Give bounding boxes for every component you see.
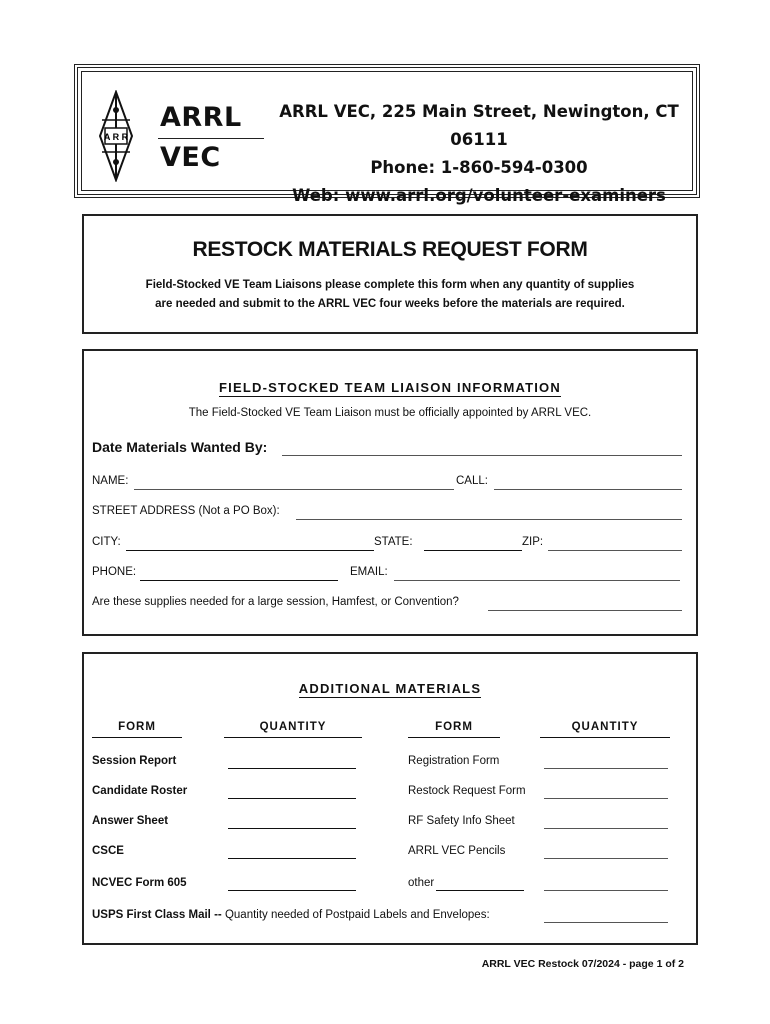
name-field[interactable] [134, 489, 454, 490]
date-wanted-label: Date Materials Wanted By: [92, 439, 268, 455]
materials-heading: ADDITIONAL MATERIALS [298, 681, 482, 696]
quantity-rf-safety-info[interactable] [544, 828, 668, 829]
city-label: CITY: [92, 536, 121, 548]
form-intro [84, 276, 696, 314]
usps-separator: -- [214, 909, 222, 921]
usps-label: USPS First Class Mail [92, 909, 211, 921]
quantity-ncvec-605[interactable] [228, 890, 356, 891]
col-form-right-rule [408, 737, 500, 738]
antenna-diamond-icon [96, 90, 136, 182]
zip-label: ZIP: [522, 536, 544, 548]
col-form-left: FORM [118, 721, 156, 733]
quantity-registration-form[interactable] [544, 768, 668, 769]
material-arrl-vec-pencils: ARRL VEC Pencils [408, 845, 506, 857]
other-description-field[interactable] [436, 890, 524, 891]
street-address-field[interactable] [296, 519, 682, 520]
email-field[interactable] [394, 580, 680, 581]
usps-description: Quantity needed of Postpaid Labels and Envelopes: [224, 909, 490, 921]
header-inner-border [81, 71, 693, 205]
material-ncvec-605: NCVEC Form 605 [92, 877, 187, 889]
large-session-label: Are these supplies needed for a large session, Hamfest, or Convention? [92, 596, 459, 608]
quantity-arrl-vec-pencils[interactable] [544, 858, 668, 859]
col-form-left-rule [92, 737, 182, 738]
header-box [74, 64, 700, 205]
col-quantity-left-rule [224, 737, 362, 738]
date-wanted-field[interactable] [282, 455, 682, 456]
state-label: STATE: [374, 536, 413, 548]
col-quantity-left: QUANTITY [259, 721, 327, 733]
material-registration-form: Registration Form [408, 755, 500, 767]
quantity-csce[interactable] [228, 858, 356, 859]
title-box [82, 214, 698, 334]
material-other: other [408, 877, 435, 889]
liaison-note: The Field-Stocked VE Team Liaison must be officially appointed by ARRL VEC. [188, 407, 592, 419]
material-candidate-roster: Candidate Roster [92, 785, 188, 797]
logo-text-vec: VEC [160, 142, 221, 173]
material-csce: CSCE [92, 845, 124, 857]
quantity-restock-request-form[interactable] [544, 798, 668, 799]
large-session-field[interactable] [488, 610, 682, 611]
header-contact [264, 98, 694, 210]
quantity-other[interactable] [544, 890, 668, 891]
state-field[interactable] [424, 550, 522, 551]
phone-field[interactable] [140, 580, 338, 581]
email-label: EMAIL: [350, 566, 388, 578]
col-quantity-right: QUANTITY [571, 721, 639, 733]
arrl-logo [96, 90, 256, 182]
quantity-candidate-roster[interactable] [228, 798, 356, 799]
material-restock-request-form: Restock Request Form [408, 785, 526, 797]
intro-line-1: Field-Stocked VE Team Liaisons please complete this form when any quantity of supplies [145, 279, 635, 291]
materials-box [82, 652, 698, 945]
header-phone: Phone: 1-860-594-0300 [370, 158, 588, 177]
quantity-usps-labels[interactable] [544, 922, 668, 923]
zip-field[interactable] [548, 550, 682, 551]
form-title: RESTOCK MATERIALS REQUEST FORM [192, 238, 588, 261]
col-form-right: FORM [435, 721, 473, 733]
material-session-report: Session Report [92, 755, 177, 767]
liaison-heading: FIELD-STOCKED TEAM LIAISON INFORMATION [219, 380, 561, 395]
quantity-answer-sheet[interactable] [228, 828, 356, 829]
usps-row [92, 909, 490, 921]
quantity-session-report[interactable] [228, 768, 356, 769]
call-label: CALL: [456, 475, 488, 487]
name-label: NAME: [92, 475, 129, 487]
col-quantity-right-rule [540, 737, 670, 738]
liaison-box [82, 349, 698, 636]
call-field[interactable] [494, 489, 682, 490]
material-rf-safety-info: RF Safety Info Sheet [408, 815, 515, 827]
logo-divider [158, 138, 264, 139]
header-address: ARRL VEC, 225 Main Street, Newington, CT 06111 [279, 102, 679, 149]
intro-line-2: are needed and submit to the ARRL VEC four weeks before the materials are required. [155, 298, 625, 310]
logo-text-arrl: ARRL [160, 102, 242, 133]
svg-text:A R R: A R R [103, 132, 129, 142]
page-footer: ARRL VEC Restock 07/2024 - page 1 of 2 [481, 958, 684, 970]
city-field[interactable] [126, 550, 374, 551]
material-answer-sheet: Answer Sheet [92, 815, 169, 827]
street-address-label: STREET ADDRESS (Not a PO Box): [92, 505, 280, 517]
header-web: Web: www.arrl.org/volunteer-examiners [292, 186, 666, 205]
phone-label: PHONE: [92, 566, 137, 578]
